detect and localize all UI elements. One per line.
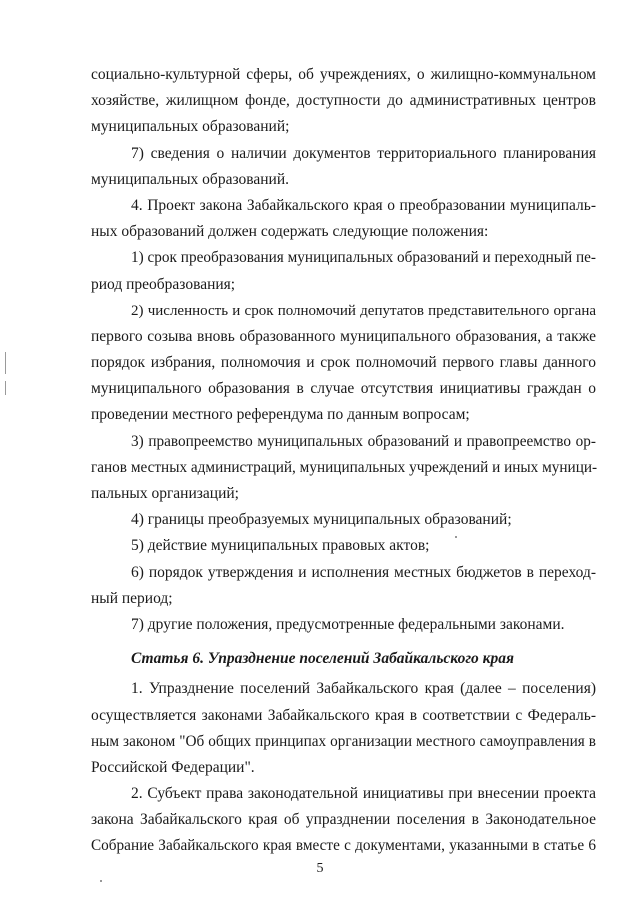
document-body xyxy=(91,62,596,860)
scan-margin-mark xyxy=(5,381,6,395)
text-line: ных образований должен содержать следующие положения: xyxy=(91,223,489,241)
text-line: ный период; xyxy=(91,589,173,607)
page-number: 5 xyxy=(316,861,324,876)
text-line: 3) правопреемство муниципальных образований и правопреемство ор- xyxy=(131,432,596,450)
text-line: муниципальных образований. xyxy=(91,170,289,188)
scan-margin-mark xyxy=(5,352,6,374)
text-line: 2) численность и срок полномочий депутатов представительного органа xyxy=(131,302,596,319)
text-line: муниципальных образований; xyxy=(91,118,290,136)
text-line: ганов местных администраций, муниципальных учреждений и иных муници- xyxy=(91,458,598,476)
article-heading: Статья 6. Упразднение поселений Забайкальского края xyxy=(131,650,515,668)
text-line: социально-культурной сферы, об учреждениях, о жилищно-коммунальном xyxy=(91,66,596,83)
text-line: Собрание Забайкальского края вместе с документами, указанными в статье 6 xyxy=(91,837,596,855)
text-line: 2. Субъект права законодательной инициативы при внесении проекта xyxy=(131,785,596,803)
text-line: закона Забайкальского края об упразднении поселения в Законодательное xyxy=(91,811,596,829)
text-line: муниципального образования в случае отсутствия инициативы граждан о xyxy=(91,380,596,398)
text-line: проведении местного референдума по данным вопросам; xyxy=(91,406,470,424)
text-line: 4) границы преобразуемых муниципальных образований; xyxy=(131,511,512,529)
text-line: порядок избрания, полномочия и срок полномочий первого главы данного xyxy=(91,354,596,372)
text-line: риод преобразования; xyxy=(91,275,236,293)
text-line: 1. Упразднение поселений Забайкальского края (далее – поселения) xyxy=(131,680,596,698)
text-line: 5) действие муниципальных правовых актов; xyxy=(131,537,430,555)
text-line: ным законом "Об общих принципах организации местного самоуправления в xyxy=(91,732,596,750)
scan-speck xyxy=(100,880,102,882)
text-line: 1) срок преобразования муниципальных образований и переходный пе- xyxy=(131,249,596,267)
text-line: хозяйстве, жилищном фонде, доступности до административных центров xyxy=(91,92,596,110)
text-line: 7) сведения о наличии документов территориального планирования xyxy=(131,144,596,162)
text-line: 6) порядок утверждения и исполнения местных бюджетов в переход- xyxy=(131,563,596,581)
text-line: первого созыва вновь образованного муниципального образования, а также xyxy=(91,327,596,345)
text-line: 4. Проект закона Забайкальского края о преобразовании муниципаль- xyxy=(131,196,596,214)
text-line: пальных организаций; xyxy=(91,485,239,502)
text-line: осуществляется законами Забайкальского края в соответствии с Федераль- xyxy=(91,706,596,724)
text-line: 7) другие положения, предусмотренные федеральными законами. xyxy=(131,615,565,633)
text-line: Российской Федерации". xyxy=(91,758,255,776)
